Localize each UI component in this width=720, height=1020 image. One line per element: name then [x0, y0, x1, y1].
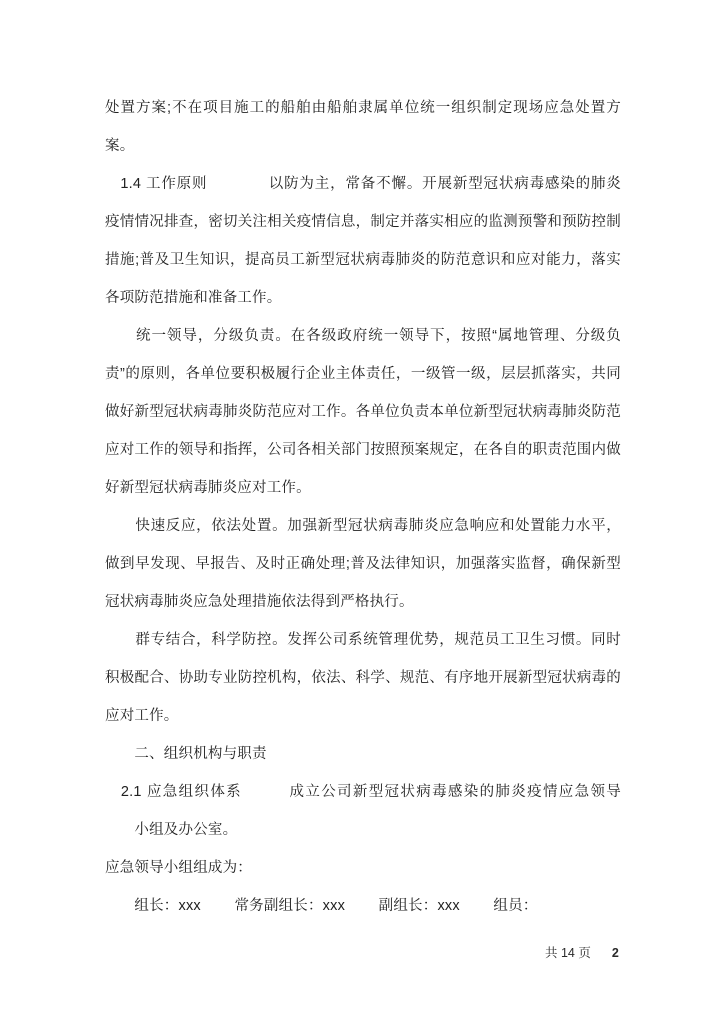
document-body: [105, 89, 621, 925]
text-line: 积极配合、协助专业防控机构，依法、科学、规范、有序地开展新型冠状病毒的: [105, 670, 621, 686]
text-line: 快速反应，依法处置。加强新型冠状病毒肺炎应急响应和处置能力水平，: [105, 518, 621, 534]
text-line: 小组及办公室。: [105, 822, 238, 838]
text-line-roster: 组长：xxx 常务副组长：xxx 副组长：xxx 组员：: [105, 898, 538, 914]
text-line: 统一领导，分级负责。在各级政府统一领导下，按照“属地管理、分级负: [105, 328, 621, 344]
text-line: 应对工作。: [105, 708, 179, 724]
text-line-section-1-4-heading: 1.4 工作原则 以防为主，常备不懈。开展新型冠状病毒感染的肺炎: [105, 176, 621, 192]
text-line: 应对工作的领导和指挥，公司各相关部门按照预案规定，在各自的职责范围内做: [105, 442, 621, 458]
text-line: 疫情情况排查，密切关注相关疫情信息，制定并落实相应的监测预警和预防控制: [105, 214, 621, 230]
text-line: 群专结合，科学防控。发挥公司系统管理优势，规范员工卫生习惯。同时: [105, 632, 621, 648]
text-line: 做到早发现、早报告、及时正确处理;普及法律知识，加强落实监督，确保新型: [105, 556, 621, 572]
total-pages-label: 共 14 页: [545, 946, 591, 960]
text-line: 好新型冠状病毒肺炎应对工作。: [105, 480, 311, 496]
page-number: 2: [611, 946, 619, 960]
text-line: 案。: [105, 138, 135, 154]
text-line: 处置方案;不在项目施工的船舶由船舶隶属单位统一组织制定现场应急处置方: [105, 100, 621, 116]
text-line: 措施;普及卫生知识，提高员工新型冠状病毒肺炎的防范意识和应对能力，落实: [105, 252, 621, 268]
text-line: 应急领导小组组成为：: [105, 860, 252, 876]
text-line: 责”的原则，各单位要积极履行企业主体责任，一级管一级，层层抓落实，共同: [105, 366, 621, 382]
page-footer: [545, 943, 619, 961]
text-line-section-2-1-heading: 2.1 应急组织体系 成立公司新型冠状病毒感染的肺炎疫情应急领导: [105, 784, 621, 800]
text-line: 做好新型冠状病毒肺炎防范应对工作。各单位负责本单位新型冠状病毒肺炎防范: [105, 404, 621, 420]
text-line: 冠状病毒肺炎应急处理措施依法得到严格执行。: [105, 594, 414, 610]
text-line-section-2-heading: 二、组织机构与职责: [105, 746, 267, 762]
text-line: 各项防范措施和准备工作。: [105, 290, 282, 306]
